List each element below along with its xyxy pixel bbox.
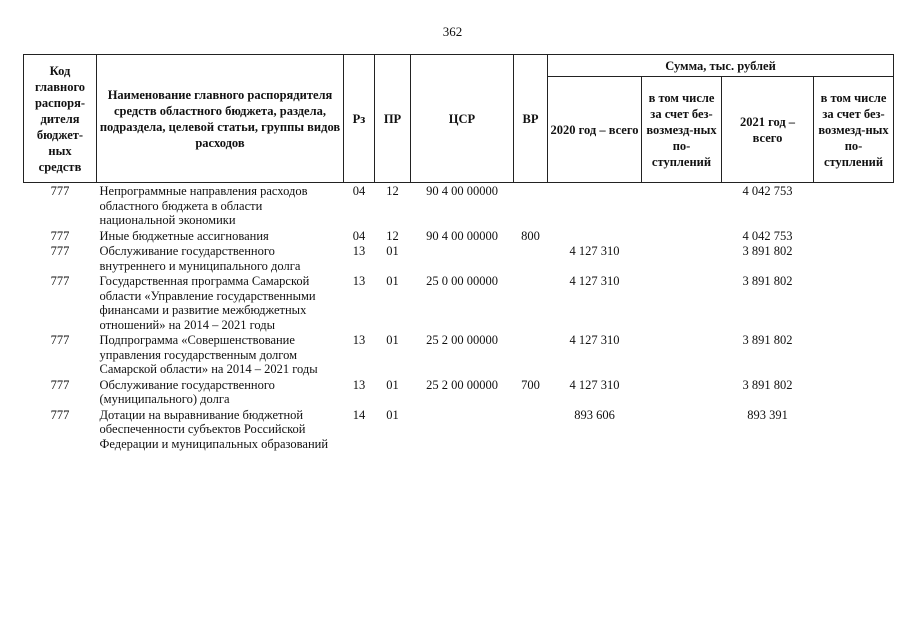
table-header [24,55,894,183]
header-2021-free: в том числе за счет без-возмезд-ных по-ступлений [814,77,894,183]
row-2020-free [642,228,722,244]
row-name: Иные бюджетные ассигнования [99,228,269,243]
row-rz: 14 [352,407,366,422]
header-vr: ВР [514,55,548,183]
table-row [24,407,894,452]
row-2021-free [814,228,894,244]
row-csr: 90 4 00 00000 [426,184,498,198]
row-2020-free [642,183,722,228]
row-2021-total: 3 891 802 [742,377,793,392]
row-name: Обслуживание государственного внутреннего и муниципального долга [99,244,301,273]
row-name: Непрограммные направления расходов областного бюджета в области национальной экономики [99,184,308,227]
row-rz: 13 [352,244,366,258]
table-row [24,273,894,332]
row-pr: 12 [386,184,399,198]
header-rz: Рз [344,55,375,183]
row-code: 777 [50,274,70,288]
row-vr [514,273,548,332]
row-2020-total: 893 606 [574,407,615,422]
row-csr [411,407,514,452]
page-number: 362 [442,24,463,39]
row-csr: 25 0 00 00000 [426,274,498,288]
row-2020-total: 4 127 310 [569,377,620,392]
row-2021-free [814,377,894,407]
row-2020-free [642,273,722,332]
row-2020-total [548,183,642,228]
row-2021-total: 4 042 753 [742,228,793,243]
row-2021-free [814,332,894,377]
row-2020-total: 4 127 310 [569,333,620,347]
row-2021-free [814,273,894,332]
row-2020-total [548,228,642,244]
row-2021-total: 4 042 753 [742,184,793,198]
row-pr: 12 [386,228,399,243]
row-rz: 13 [352,333,366,347]
table-row [24,243,894,273]
table-row [24,183,894,228]
row-name: Дотации на выравнивание бюджетной обеспеченности субъектов Российской Федерации и муниципальных образований [99,407,329,451]
row-rz: 13 [352,274,366,288]
row-rz: 04 [352,228,366,243]
header-2021-total: 2021 год – всего [722,77,814,183]
row-2021-total: 3 891 802 [742,333,793,347]
row-2020-free [642,407,722,452]
row-2020-free [642,332,722,377]
row-2021-free [814,243,894,273]
row-code: 777 [50,407,70,422]
row-2020-total: 4 127 310 [569,274,620,288]
table-row [24,377,894,407]
header-2020-free: в том числе за счет без-возмезд-ных по-ступлений [642,77,722,183]
row-pr: 01 [386,333,399,347]
row-vr: 700 [521,377,540,392]
row-code: 777 [50,333,70,347]
row-csr: 25 2 00 00000 [426,333,498,347]
row-vr [514,332,548,377]
row-csr: 25 2 00 00000 [426,377,498,392]
row-vr [514,407,548,452]
row-2020-free [642,243,722,273]
row-pr: 01 [386,407,399,422]
row-name: Подпрограмма «Совершенствование управления государственным долгом Самарской области» на 2014 – 2021 годы [99,333,318,376]
row-csr [411,243,514,273]
row-name: Государственная программа Самарской области «Управление государственными финансами и развитие межбюджетных отношений» на 2014 – 2021 годы [99,274,316,332]
row-pr: 01 [386,244,399,258]
row-2021-free [814,183,894,228]
header-sum: Сумма, тыс. рублей [548,55,894,77]
table-row [24,228,894,244]
row-pr: 01 [386,377,399,392]
row-2020-total: 4 127 310 [569,244,620,258]
budget-table [23,54,894,451]
row-rz: 04 [352,184,366,198]
header-2020-total: 2020 год – всего [548,77,642,183]
header-pr: ПР [375,55,411,183]
header-name: Наименование главного распорядителя средств областного бюджета, раздела, подраздела, целевой статьи, группы видов расходов [97,55,344,183]
row-rz: 13 [352,377,366,392]
row-vr [514,183,548,228]
row-name: Обслуживание государственного (муниципального) долга [99,377,275,406]
row-code: 777 [50,184,70,198]
row-2021-total: 3 891 802 [742,274,793,288]
row-code: 777 [50,244,70,258]
row-csr: 90 4 00 00000 [426,228,498,243]
row-vr: 800 [521,228,540,243]
table-row [24,332,894,377]
header-csr: ЦСР [411,55,514,183]
row-2021-free [814,407,894,452]
row-2020-free [642,377,722,407]
row-2021-total: 3 891 802 [742,244,793,258]
row-pr: 01 [386,274,399,288]
header-code: Код главного распоря-дителя бюджет-ных средств [24,55,97,183]
row-code: 777 [50,228,70,243]
row-vr [514,243,548,273]
row-code: 777 [50,377,70,392]
row-2021-total: 893 391 [747,407,788,422]
table-body [24,183,894,452]
